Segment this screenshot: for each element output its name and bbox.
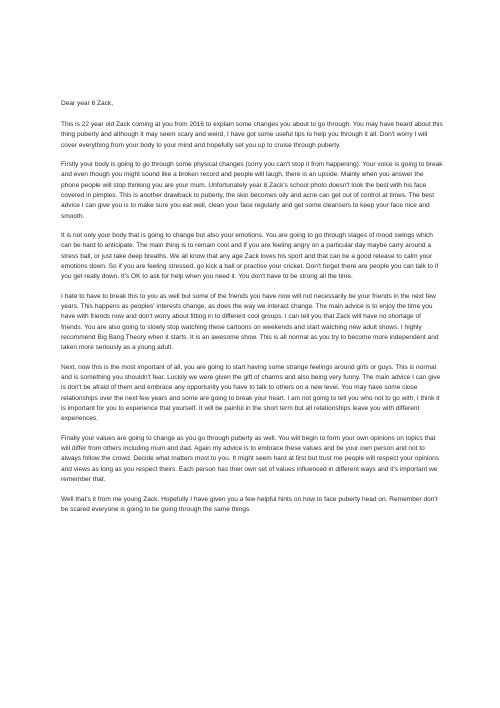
letter-body: [61, 99, 443, 524]
letter-paragraph-5: Next, now this is the most important of all, you are going to start having some strange feelings around girls or guys. This is normal and is something you shouldn't fear. Luckily we were given the gift of charms and also being very funny. The main advice I can give is don't be afraid of them and embrace any opportunity you have to talk to others on a new level. You may have some close relationships over the next few years and some are going to break your heart. I am not going to tell you who not to go with, I think it is important for you to experience that yourself. It will be painful in the short term but all relationships leave you with different experiences.: [61, 363, 441, 423]
letter-paragraph-7: Well that's it from me young Zack. Hopefully I have given you a few helpful hints on how to face puberty head on. Remember don't be scared everyone is going to be going through the same things.: [61, 495, 438, 513]
letter-paragraph-6: Finally your values are going to change as you go through puberty as well. You will begin to form your own opinions on topics that will differ from others including mum and dad. Again my advice is to embrace these values and be your own person and not to always follow the crowd. Decide what matters most to you. It might seem hard at first but trust me people will respect your opinions and views as long as you respect theirs. Each person has their own set of values influenced in different ways and it's important we remember that.: [61, 434, 440, 484]
letter-paragraph-3: It is not only your body that is going to change but also your emotions. You are going to go through stages of mood swings which can be hard to anticipate. The main thing is to remain cool and if you are feeling angry on a particular day maybe carry around a stress ball, or just take deep breaths. We all know that any age Zack loves his sport and that can be a good release to calm your emotions down. So if you are feeling stressed, go kick a ball or practise your cricket. Don't forget there are people you can talk to if you get really down. It's OK to ask for help when you need it. You don't have to be strong all the time.: [61, 231, 439, 281]
letter-paragraph-2: Firstly your body is going to go through some physical changes (sorry you can't stop it from happening). Your voice is going to break and even though you might sound like a broken record and people will laugh, there is an upside. Mainly when you answer the phone people will stop thinking you are your mum. Unfortunately year 8 Zack's school photo doesn't look the best with his face covered in pimples. This is another drawback to puberty, the skin becomes oily and acne can get out of control at times. The best advice I can give you is to make sure you eat well, clean your face regularly and get some cleansers to keep your face nice and smooth.: [61, 160, 443, 220]
letter-paragraph-4: I hate to have to break this to you as well but some of the friends you have now will not necessarily be your friends in the next few years. This happens as peoples' interests change, as does the way we interact change. The main advice is to enjoy the time you have with friends now and don't worry about fitting in to different cool groups. I can tell you that Zack will have no shortage of friends. You are also going to slowly stop watching these cartoons on weekends and start watching new adult shows. I highly recommend Big Bang Theory when it starts. It is an awesome show. This is all normal as you try to become more independent and taken more seriously as a young adult.: [61, 292, 439, 352]
letter-greeting: Dear year 6 Zack,: [61, 100, 114, 107]
letter-paragraph-1: This is 22 year old Zack coming at you from 2016 to explain some changes you about to go through. You may have heard about this thing puberty and although it may seem scary and weird, I have got some useful tips to help you through it all. Don't worry I will cover everything from your body to your mind and hopefully set you up to cruise through puberty.: [61, 120, 443, 149]
